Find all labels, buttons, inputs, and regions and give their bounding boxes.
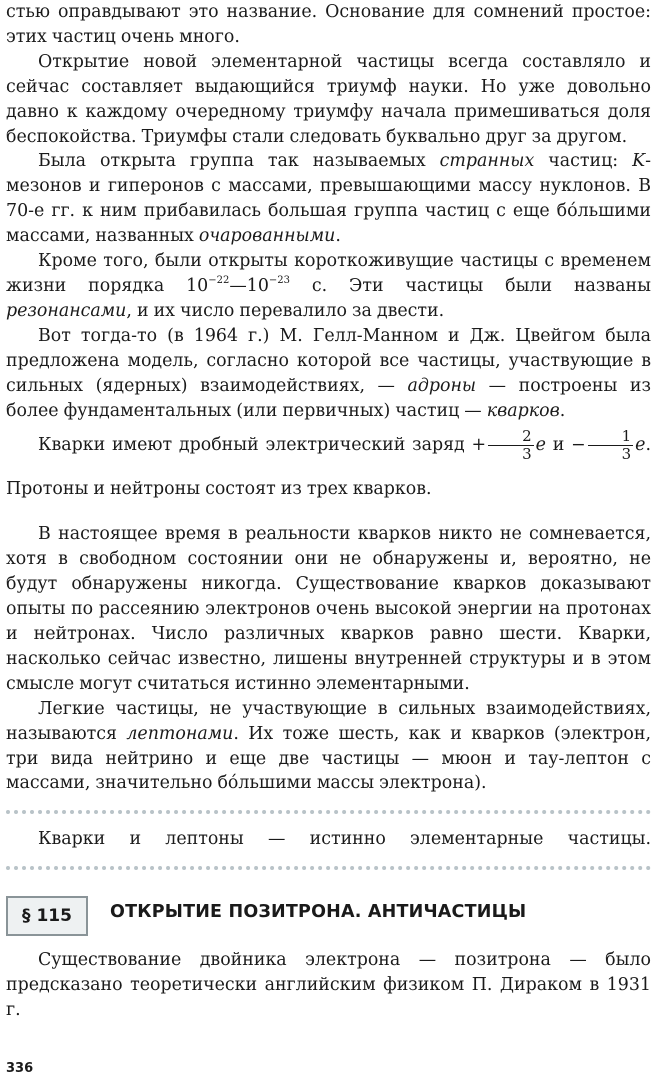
term-quarks: кварков	[486, 400, 560, 421]
highlighted-statement-box	[6, 810, 651, 870]
paragraph-resonances: Кроме того, были открыты короткоживущие частицы с временем жизни порядка $10^{-22}—10^{-23}$ с. Эти частицы были названы резонансами, и их число перевалило за двести.	[6, 251, 651, 321]
term-leptons: лептонами	[126, 723, 234, 744]
fraction-two-thirds: $\frac{2}{3}$	[488, 428, 534, 463]
paragraph-intro-continuation: стью оправдывают это название. Основание для сомнений простое: этих частиц очень много.	[6, 2, 651, 47]
exponent-minus-22: −22	[208, 274, 230, 286]
highlighted-statement: Кварки и лептоны — истинно элементарные частицы.	[38, 829, 651, 850]
fraction-one-third: $\frac{1}{3}$	[588, 428, 634, 463]
paragraph-positron: Существование двойника электрона — позитрона — было предсказано теоретически английским физиком П. Дираком в 1931 г.	[6, 950, 651, 1021]
textbook-page	[6, 0, 651, 1023]
paragraph-discovery-triumph: Открытие новой элементарной частицы всегда составляло и сейчас составляет выдающийся триумф науки. Но уже довольно давно к каждому очередному триумфу начала примешиваться доля беспокойства. Триумфы стали следовать буквально друг за другом.	[6, 51, 651, 147]
section-heading	[6, 896, 651, 936]
charge-e-symbol: e	[535, 435, 546, 456]
term-charmed: очарованными	[198, 226, 336, 247]
paragraph-leptons: Легкие частицы, не участвующие в сильных взаимодействиях, называются лептонами. Их тоже шесть, как и кварков (электрон, три вида нейтрино и еще две частицы — мюон и тау-лептон с массами, значительно бóльшими массы электрона).	[6, 698, 651, 794]
symbol-k: K	[632, 151, 646, 172]
section-title: ОТКРЫТИЕ ПОЗИТРОНА. АНТИЧАСТИЦЫ	[110, 902, 527, 923]
paragraph-strange-particles: Была открыта группа так называемых странных частиц: K-мезонов и гиперонов с массами, превышающими массу нуклонов. В 70-е гг. к ним прибавилась большая группа частиц с еще бóльшими массами, названных очарованными.	[6, 151, 651, 247]
spacer	[6, 511, 651, 522]
quark-charge-statement: Кварки имеют дробный электрический заряд + $\frac{2}{3}$ e и − $\frac{1}{3}$ e. Протоны и нейтроны состоят из трех кварков.	[6, 427, 651, 500]
page-number: 336	[6, 1061, 34, 1076]
charge-e-symbol: e	[635, 435, 646, 456]
term-hadrons: адроны	[407, 375, 477, 396]
term-resonances: резонансами	[6, 300, 127, 321]
paragraph-quark-model: Вот тогда-то (в 1964 г.) М. Гелл-Манном и Дж. Цвейгом была предложена модель, согласно которой все частицы, участвующие в сильных (ядерных) взаимодействиях, — адроны — построены из более фундаментальных (или первичных) частиц — кварков.	[6, 325, 651, 421]
paragraph-quark-reality: В настоящее время в реальности кварков никто не сомневается, хотя в свободном состоянии они не обнаружены и, вероятно, не будут обнаружены никогда. Существование кварков доказывают опыты по рассеянию электронов очень высокой энергии на протонах и нейтронах. Число различных кварков равно шести. Кварки, насколько сейчас известно, лишены внутренней структуры и в этом смысле могут считаться истинно элементарными.	[6, 524, 651, 694]
section-number-badge: § 115	[6, 896, 88, 936]
exponent-minus-23: −23	[268, 274, 290, 286]
term-strange: странных	[439, 151, 535, 172]
